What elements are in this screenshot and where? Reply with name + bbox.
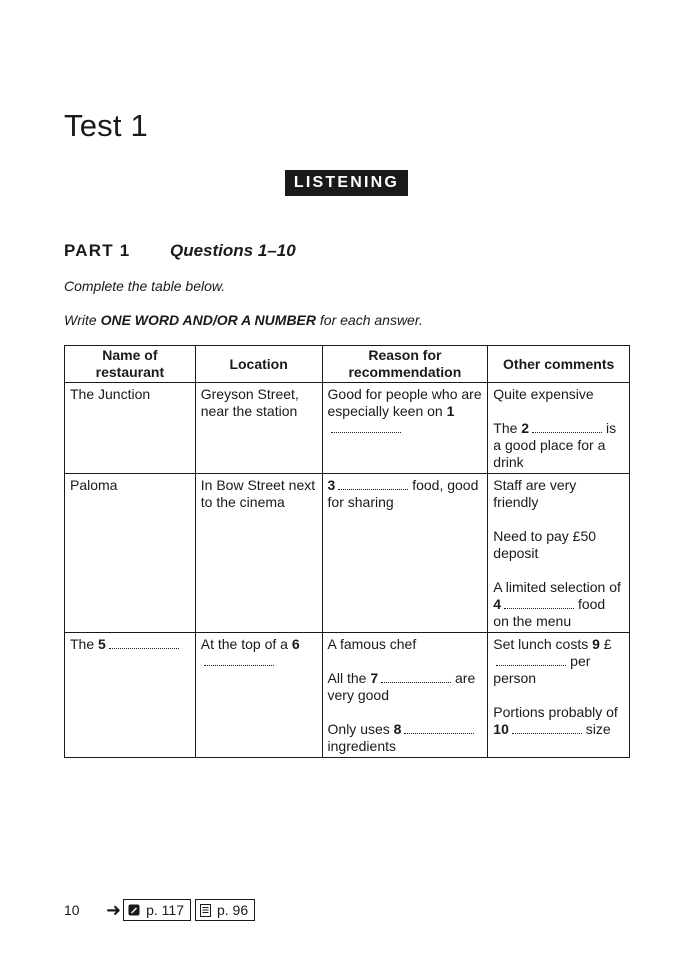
answer-gap-1[interactable] [331, 421, 401, 433]
instruction-word-limit-suffix: for each answer. [316, 312, 423, 328]
page-number: 10 [64, 902, 80, 918]
cell-comments: Staff are very friendly Need to pay £50 deposit A limited selection of 4 food on the menu [488, 474, 630, 633]
test-title: Test 1 [64, 108, 148, 143]
cell-reason: A famous chef All the 7 are very good Only uses 8 ingredients [322, 633, 488, 758]
header-name: Name of restaurant [65, 346, 196, 383]
answer-key-icon [128, 904, 140, 916]
header-comments: Other comments [488, 346, 630, 383]
section-banner: LISTENING [285, 170, 408, 196]
table-row [65, 383, 630, 474]
question-number: 2 [521, 420, 530, 436]
answer-gap-3[interactable] [338, 478, 408, 490]
header-location: Location [195, 346, 322, 383]
arrow-right-icon: ➜ [106, 900, 122, 920]
cell-location: At the top of a 6 [195, 633, 322, 758]
instruction-complete-table: Complete the table below. [64, 278, 226, 294]
transcript-page: p. 96 [216, 902, 249, 918]
table-header-row [65, 346, 630, 383]
question-number: 5 [98, 636, 106, 652]
header-reason: Reason for recommendation [322, 346, 488, 383]
instruction-word-limit-prefix: Write [64, 312, 101, 328]
instruction-word-limit-bold: ONE WORD AND/OR A NUMBER [100, 312, 316, 328]
answer-table [64, 345, 630, 758]
question-number: 3 [327, 477, 336, 493]
question-number: 6 [291, 636, 300, 652]
question-number: 4 [493, 596, 502, 612]
part-heading [64, 241, 296, 261]
answer-key-reference[interactable] [123, 899, 191, 921]
answer-gap-5[interactable] [109, 637, 179, 649]
answer-gap-7[interactable] [381, 671, 451, 683]
answer-key-page: p. 117 [146, 902, 184, 918]
part-questions: Questions 1–10 [170, 241, 296, 260]
page-footer [64, 899, 259, 921]
question-number: 1 [446, 403, 455, 419]
cell-reason: Good for people who are especially keen on 1 [322, 383, 488, 474]
transcript-reference[interactable] [195, 899, 255, 921]
instruction-word-limit [64, 312, 423, 328]
part-label: PART 1 [64, 241, 131, 260]
answer-gap-9[interactable] [496, 654, 566, 666]
question-number: 9 [592, 636, 600, 652]
cell-comments: Quite expensive The 2 is a good place for a drink [488, 383, 630, 474]
cell-location: Greyson Street, near the station [195, 383, 322, 474]
answer-gap-6[interactable] [204, 654, 274, 666]
question-number: 7 [370, 670, 379, 686]
cell-location: In Bow Street next to the cinema [195, 474, 322, 633]
table-row [65, 474, 630, 633]
question-number: 8 [393, 721, 402, 737]
cell-name: The 5 [65, 633, 196, 758]
cell-reason: 3 food, good for sharing [322, 474, 488, 633]
question-number: 10 [493, 721, 509, 737]
cell-name: Paloma [65, 474, 196, 633]
answer-gap-2[interactable] [532, 421, 602, 433]
answer-gap-4[interactable] [504, 597, 574, 609]
transcript-icon [200, 904, 211, 917]
table-row [65, 633, 630, 758]
cell-comments: Set lunch costs 9 £ per person Portions probably of 10 size [488, 633, 630, 758]
answer-gap-8[interactable] [404, 722, 474, 734]
cell-name: The Junction [65, 383, 196, 474]
answer-gap-10[interactable] [512, 722, 582, 734]
